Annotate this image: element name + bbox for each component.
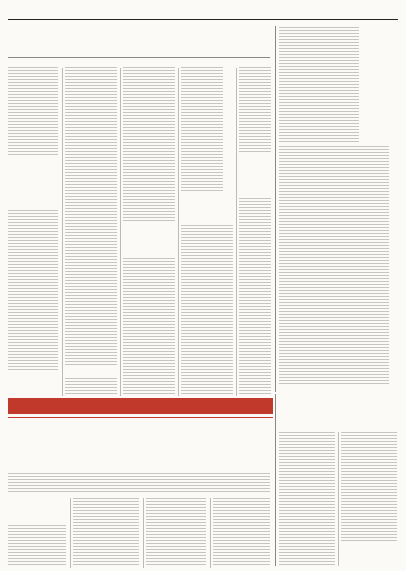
bottom-left-text-a — [8, 473, 270, 493]
subhead-5 — [14, 382, 64, 396]
body-text-col3 — [123, 67, 175, 222]
column-divider — [275, 394, 276, 566]
column-divider — [275, 26, 276, 392]
banner-rule — [8, 417, 273, 418]
bottom-right-text-col2 — [341, 432, 397, 542]
body-text-col4 — [181, 67, 223, 192]
right-text-mid — [279, 146, 389, 386]
body-text-col5b — [239, 198, 271, 396]
column-divider — [120, 68, 121, 396]
masthead-rule — [8, 19, 398, 20]
bottom-left-text-col3 — [146, 498, 206, 567]
column-divider — [70, 498, 71, 568]
column-divider — [338, 432, 339, 566]
column-divider — [210, 498, 211, 568]
body-text-col1 — [8, 67, 58, 157]
body-text-col5 — [239, 67, 271, 152]
bottom-left-text-col2 — [73, 498, 139, 567]
column-divider — [178, 68, 179, 396]
body-text-col2 — [65, 67, 117, 367]
bottom-right-text-col1 — [279, 432, 335, 567]
body-text-col4b — [181, 225, 233, 396]
right-text-top — [279, 27, 359, 142]
body-text-col3b — [123, 258, 175, 396]
bottom-left-text-col4 — [213, 498, 270, 567]
body-text-col1b — [8, 210, 58, 370]
main-title-rule — [8, 57, 270, 58]
bottom-left-text-col1 — [8, 525, 66, 567]
theme-banner — [8, 398, 273, 414]
column-divider — [62, 68, 63, 396]
column-divider — [143, 498, 144, 568]
body-text-col2b — [65, 378, 117, 396]
column-divider — [236, 68, 237, 396]
